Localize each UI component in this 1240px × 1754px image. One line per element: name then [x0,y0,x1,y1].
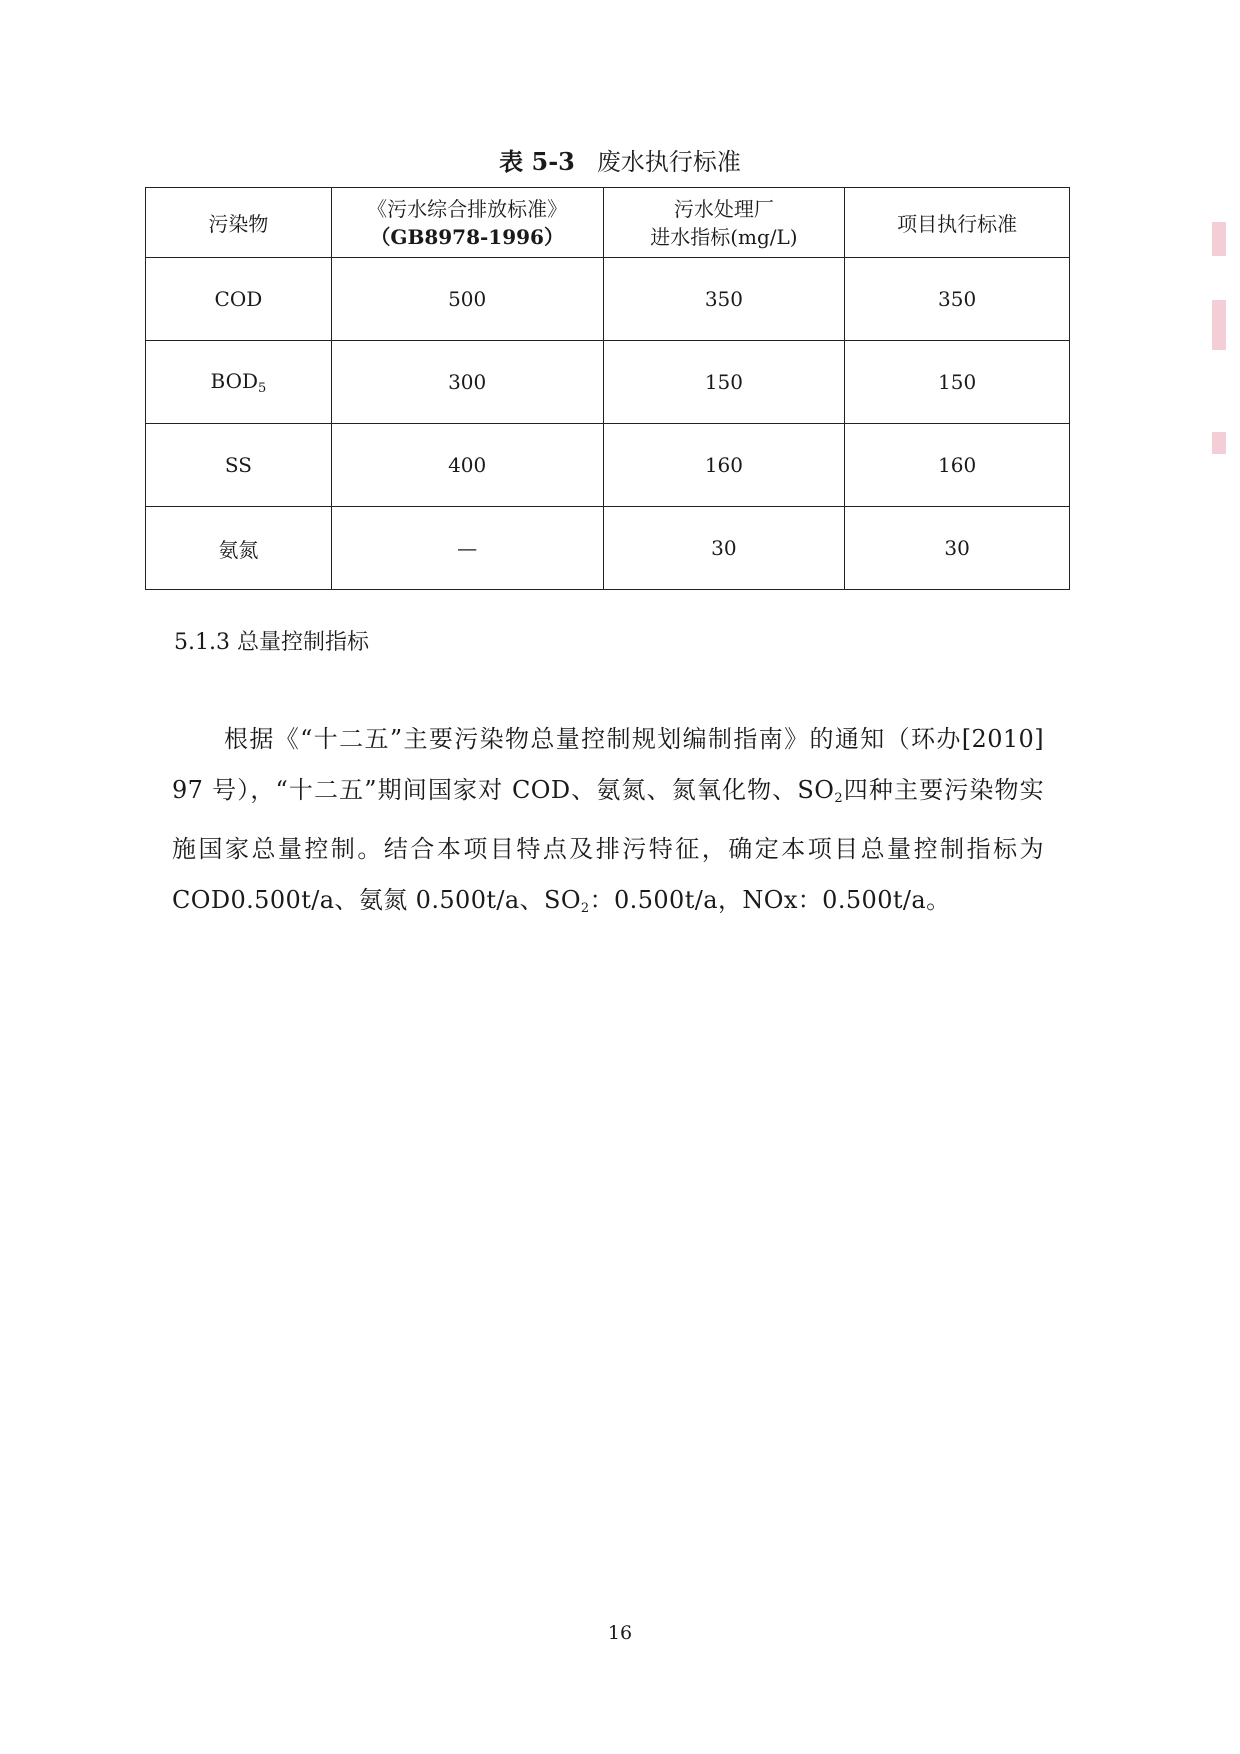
table-row [146,341,1070,424]
cell-plant: 350 [603,258,845,341]
section-heading: 5.1.3 总量控制指标 [174,630,369,655]
cell-pollutant [146,341,332,424]
table-row [146,258,1070,341]
table-caption-title: 废水执行标准 [596,148,741,176]
pollutant-name: BOD [210,368,258,393]
page-number: 16 [607,1622,633,1644]
pollutant-name: COD [214,287,263,311]
seal-stamp-edge-icon [1212,300,1226,350]
cell-project: 30 [845,507,1070,590]
table-row [146,424,1070,507]
wastewater-standards-table [145,187,1070,590]
header-project: 项目执行标准 [845,188,1070,258]
body-paragraph [172,714,1044,934]
paragraph-subscript-2: 2 [580,901,590,916]
cell-plant: 160 [603,424,845,507]
cell-standard: 300 [331,341,603,424]
header-plant [603,188,845,258]
header-plant-line2: 进水指标(mg/L) [650,224,798,249]
paragraph-subscript-1: 2 [834,791,843,806]
cell-plant: 30 [603,507,845,590]
header-plant-line1: 污水处理厂 [673,196,774,221]
pollutant-name: SS [224,453,252,477]
header-standard-line2: （GB8978-1996） [370,224,564,249]
paragraph-text-3: ：0.500t/a，NOx：0.500t/a。 [589,886,951,914]
cell-pollutant [146,507,332,590]
cell-plant: 150 [603,341,845,424]
paragraph-text-2: 四种主要污染物实施国家总量控制。结合本项目特点及排污特征，确定本项目总量控制指标为 COD0.500t/a、氨氮 0.500t/a、SO [172,776,1044,914]
table-caption-number: 表 5-3 [499,147,575,176]
cell-standard: 500 [331,258,603,341]
cell-project: 150 [845,341,1070,424]
cell-standard: — [331,507,603,590]
pollutant-name: 氨氮 [218,537,259,562]
seal-stamp-edge-icon [1212,222,1226,256]
cell-standard: 400 [331,424,603,507]
cell-project: 160 [845,424,1070,507]
paragraph-text-1: 根据《“十二五”主要污染物总量控制规划编制指南》的通知（环办[2010] 97 号），“十二五”期间国家对 COD、氨氮、氮氧化物、SO [172,725,1044,804]
pollutant-subscript: 5 [258,380,267,396]
table-caption [0,146,1240,178]
seal-stamp-edge-icon [1212,432,1226,454]
cell-pollutant [146,258,332,341]
cell-pollutant [146,424,332,507]
header-standard [331,188,603,258]
table-header-row [146,188,1070,258]
table-row [146,507,1070,590]
header-pollutant: 污染物 [146,188,332,258]
cell-project: 350 [845,258,1070,341]
header-standard-line1: 《污水综合排放标准》 [367,196,568,221]
